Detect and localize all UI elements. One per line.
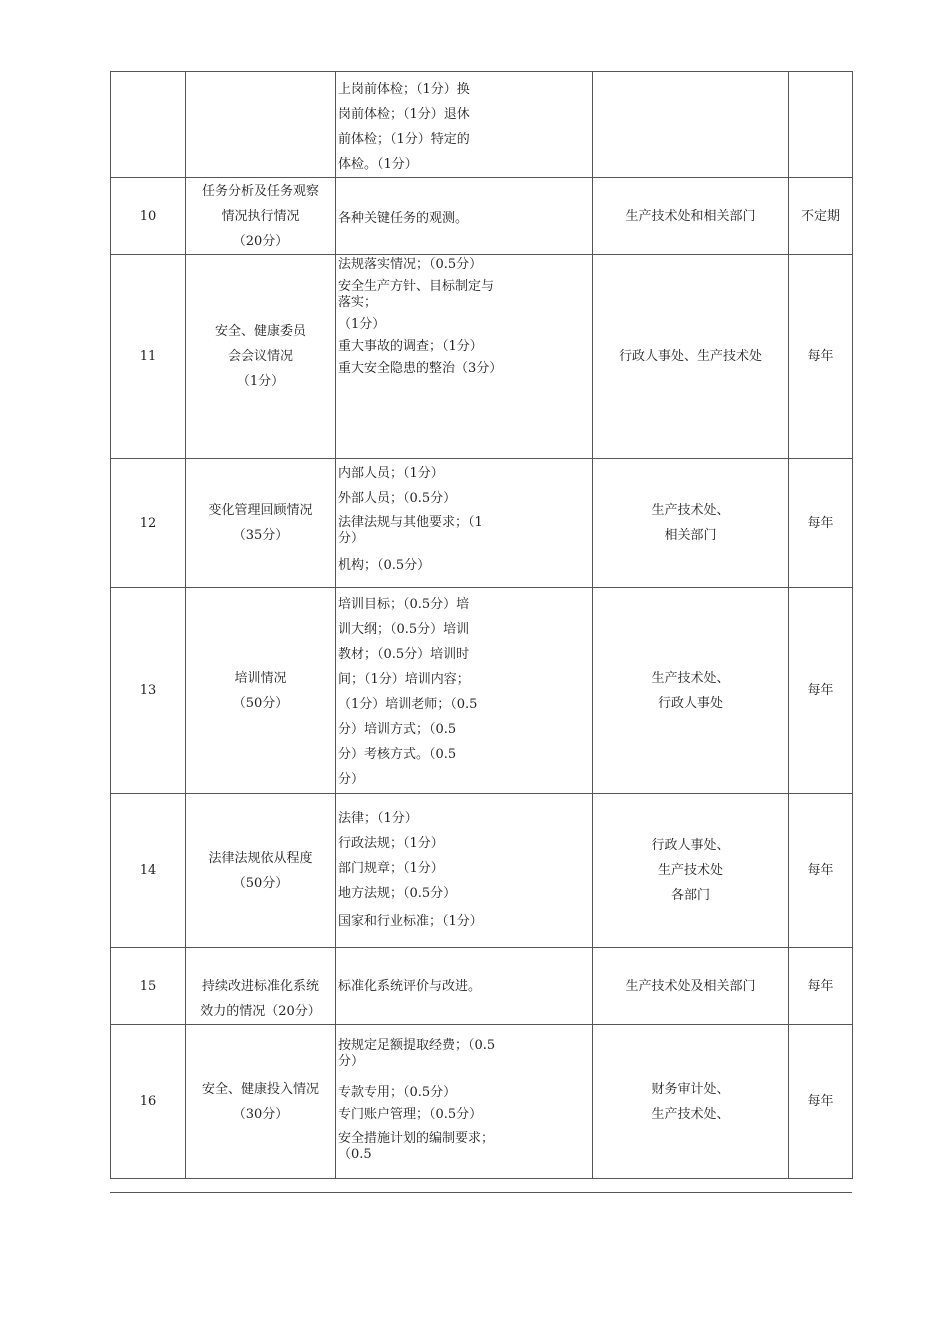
item-cell xyxy=(186,794,336,948)
content-line: 各种关键任务的观测。 xyxy=(338,210,469,226)
frequency-cell xyxy=(789,72,853,178)
item-cell xyxy=(186,72,336,178)
content-line: 训大纲；（0.5分）培训 xyxy=(338,621,470,637)
item-line: （20分） xyxy=(232,233,289,249)
department-line: 行政人事处 xyxy=(657,695,723,711)
item-line: 持续改进标准化系统 xyxy=(201,979,319,994)
content-line: 部门规章；（1分） xyxy=(338,861,444,876)
content-line: 重大安全隐患的整治（3分） xyxy=(338,361,502,376)
item-cell xyxy=(186,588,336,794)
item-line: 培训情况 xyxy=(234,670,287,686)
item-line: （30分） xyxy=(232,1106,289,1122)
department-cell xyxy=(593,948,789,1025)
content-cell xyxy=(336,588,593,794)
row-number-cell xyxy=(111,72,186,178)
content-line: （1分） xyxy=(338,317,386,332)
department-line: 财务审计处、 xyxy=(651,1081,730,1097)
content-line: 外部人员；（0.5分） xyxy=(338,490,457,506)
row-number-cell: 14 xyxy=(111,794,186,948)
department-line: 行政人事处、 xyxy=(651,838,730,853)
department-line: 生产技术处、 xyxy=(651,670,730,686)
content-cell xyxy=(336,459,593,588)
table-row xyxy=(111,948,853,1025)
item-line: （50分） xyxy=(232,695,289,711)
item-cell xyxy=(186,1025,336,1179)
item-cell xyxy=(186,178,336,255)
item-line: 会会议情况 xyxy=(227,349,293,364)
content-line: 按规定足额提取经费；（0.5分） xyxy=(338,1038,496,1069)
department-line: 相关部门 xyxy=(664,528,717,543)
row-number-cell: 12 xyxy=(111,459,186,588)
content-cell xyxy=(336,255,593,459)
content-cell xyxy=(336,72,593,178)
content-cell xyxy=(336,178,593,255)
table-row xyxy=(111,255,853,459)
content-line: 岗前体检；（1分）退休 xyxy=(338,107,470,122)
table-row xyxy=(111,459,853,588)
content-line: 重大事故的调查；（1分） xyxy=(338,339,483,354)
item-line: 变化管理回顾情况 xyxy=(208,503,313,518)
item-line: （1分） xyxy=(236,374,285,389)
table-row xyxy=(111,588,853,794)
item-cell xyxy=(186,459,336,588)
content-line: 国家和行业标准；（1分） xyxy=(338,914,483,929)
item-line: 安全、健康委员 xyxy=(214,324,306,339)
department-cell xyxy=(593,794,789,948)
row-number-cell: 16 xyxy=(111,1025,186,1179)
content-line: 法规落实情况；（0.5分） xyxy=(338,257,483,272)
assessment-table xyxy=(110,71,853,1179)
content-line: 法律法规与其他要求；（1分） xyxy=(338,514,483,546)
frequency-cell: 每年 xyxy=(789,794,853,948)
department-line: 生产技术处及相关部门 xyxy=(625,978,756,994)
row-number-cell: 15 xyxy=(111,948,186,1025)
item-line: 任务分析及任务观察 xyxy=(201,183,319,199)
frequency-cell: 每年 xyxy=(789,1025,853,1179)
content-cell xyxy=(336,1025,593,1179)
content-line: 标准化系统评价与改进。 xyxy=(338,979,482,994)
department-line: 生产技术处 xyxy=(657,863,723,878)
content-line: 机构；（0.5分） xyxy=(338,557,431,573)
row-number-cell: 10 xyxy=(111,178,186,255)
item-line: （35分） xyxy=(232,528,289,543)
item-line: 法律法规依从程度 xyxy=(208,850,313,866)
department-cell xyxy=(593,1025,789,1179)
content-line: 法律；（1分） xyxy=(338,811,418,826)
content-line: 体检。（1分） xyxy=(338,157,418,172)
content-line: 行政法规；（1分） xyxy=(338,836,444,851)
row-number-cell: 13 xyxy=(111,588,186,794)
frequency-cell: 每年 xyxy=(789,459,853,588)
item-line: 情况执行情况 xyxy=(221,208,300,224)
content-line: 前体检；（1分）特定的 xyxy=(338,132,470,147)
content-line: 分）考核方式。（0.5 xyxy=(338,746,457,762)
item-line: （50分） xyxy=(232,875,289,891)
department-cell xyxy=(593,459,789,588)
content-line: 间；（1分）培训内容； xyxy=(338,671,470,687)
table-row xyxy=(111,1025,853,1179)
content-cell xyxy=(336,794,593,948)
table-row xyxy=(111,72,853,178)
content-line: 内部人员；（1分） xyxy=(338,465,444,481)
content-line: 上岗前体检；（1分）换 xyxy=(338,82,470,97)
department-line: 生产技术处、 xyxy=(651,1106,730,1122)
table-row xyxy=(111,178,853,255)
frequency-cell: 每年 xyxy=(789,948,853,1025)
department-line: 生产技术处、 xyxy=(651,503,730,518)
content-line: 培训目标；（0.5分）培 xyxy=(338,596,470,612)
frequency-cell: 每年 xyxy=(789,255,853,459)
content-line: 专款专用；（0.5分） xyxy=(338,1085,457,1100)
item-cell xyxy=(186,255,336,459)
content-line: （1分）培训老师；（0.5 xyxy=(338,696,478,712)
content-line: 分）培训方式；（0.5 xyxy=(338,721,457,737)
content-line: 地方法规；（0.5分） xyxy=(338,886,457,901)
department-cell xyxy=(593,588,789,794)
content-line: 安全措施计划的编制要求；（0.5 xyxy=(338,1131,495,1162)
content-cell xyxy=(336,948,593,1025)
row-number-cell: 11 xyxy=(111,255,186,459)
content-line: 安全生产方针、目标制定与落实； xyxy=(338,279,495,310)
frequency-cell: 不定期 xyxy=(789,178,853,255)
content-line: 教材；（0.5分）培训时 xyxy=(338,646,470,662)
frequency-cell: 每年 xyxy=(789,588,853,794)
item-cell xyxy=(186,948,336,1025)
content-line: 专门账户管理；（0.5分） xyxy=(338,1107,483,1122)
department-cell xyxy=(593,255,789,459)
page-footer-rule xyxy=(110,1192,852,1193)
department-line: 生产技术处和相关部门 xyxy=(625,208,756,224)
department-cell xyxy=(593,72,789,178)
department-cell xyxy=(593,178,789,255)
content-line: 分） xyxy=(338,771,365,787)
department-line: 各部门 xyxy=(670,888,710,903)
item-line: 效力的情况（20分） xyxy=(200,1004,321,1019)
item-line: 安全、健康投入情况 xyxy=(201,1081,319,1097)
table-row xyxy=(111,794,853,948)
department-line: 行政人事处、生产技术处 xyxy=(618,349,762,364)
